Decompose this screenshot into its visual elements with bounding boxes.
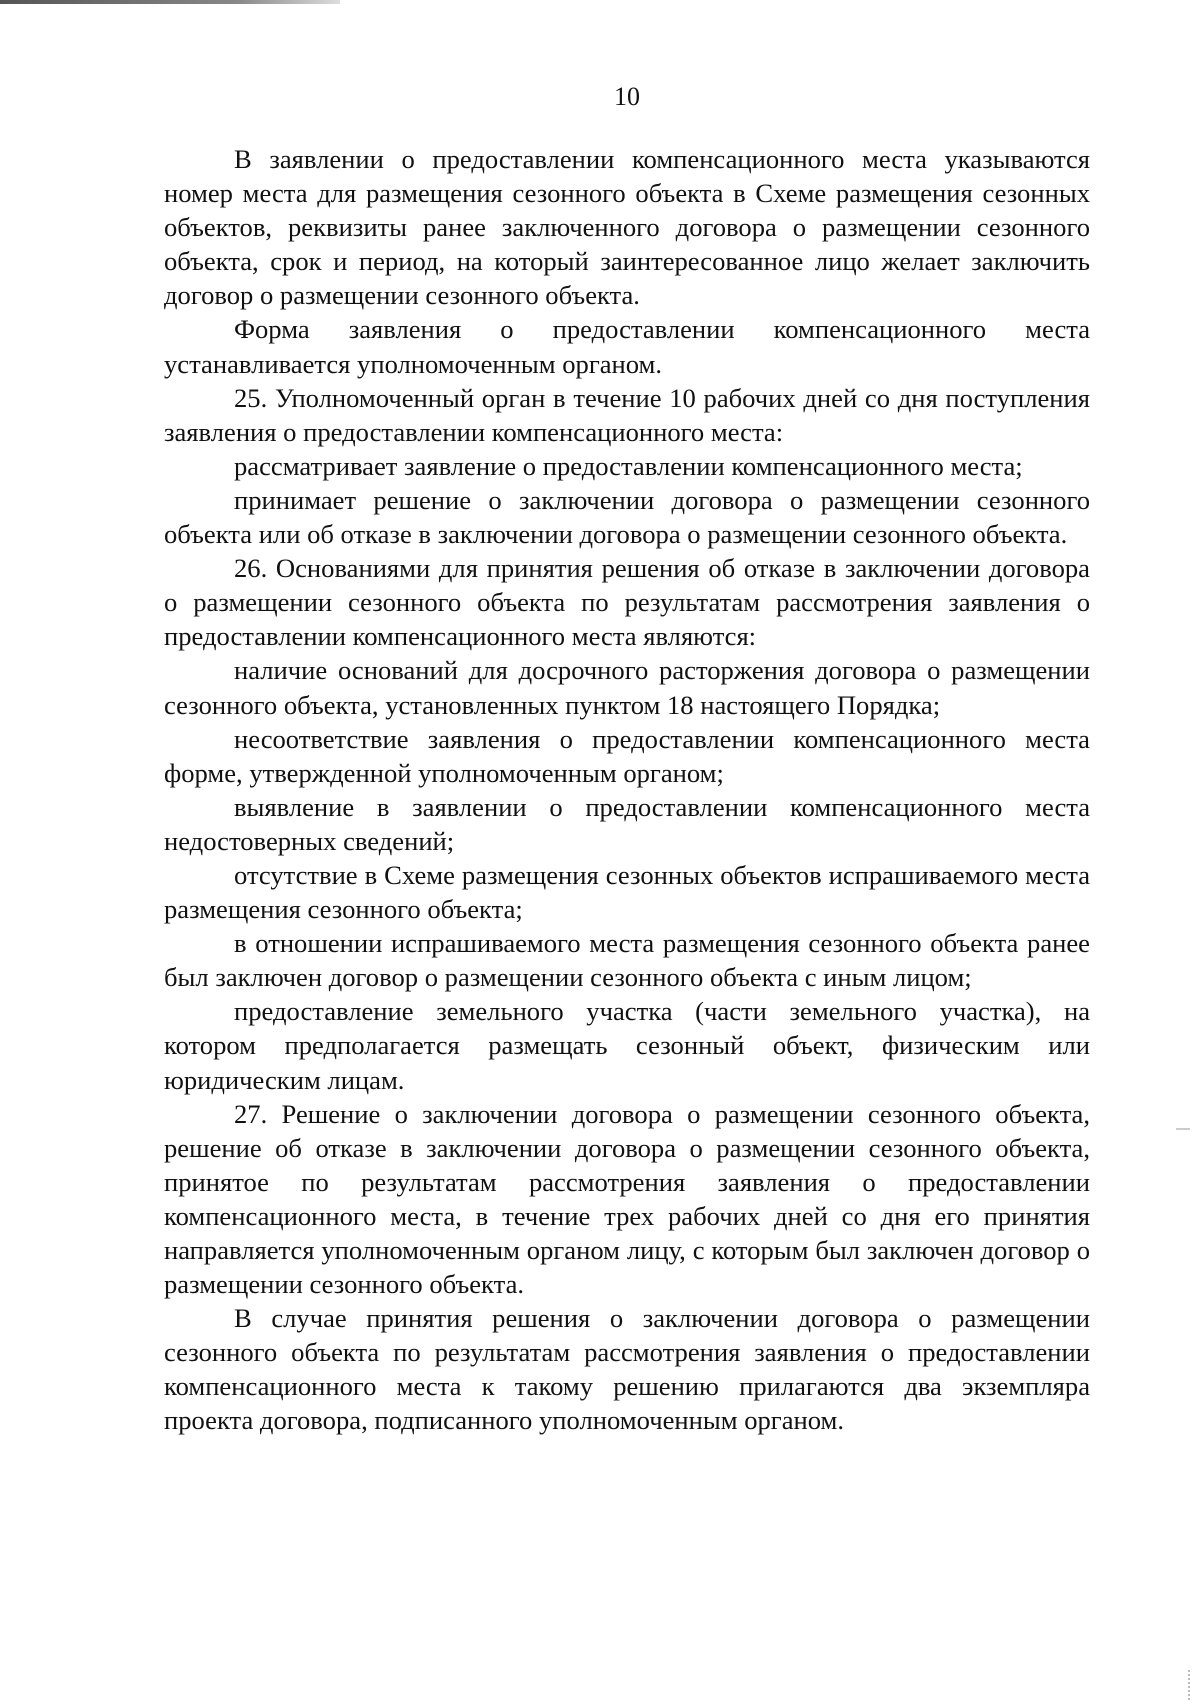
paragraph-item-26-ground-5: в отношении испрашиваемого места размещения сезонного объекта ранее был заключен договор о размещении сезонного объекта с иным лицом; [164, 928, 1090, 993]
scan-edge-line [0, 0, 340, 4]
document-page [164, 80, 1090, 1438]
scan-edge-mark [1176, 1128, 1190, 1130]
paragraph-item-27: 27. Решение о заключении договора о размещении сезонного объекта, решение об отказе в заключении договора о размещении сезонного объекта, принятое по результатам рассмотрения заявления о предоставлении компенсационного места, в течение трех рабочих дней со дня его принятия направляется уполномоченным органом лицу, с которым был заключен договор о размещении сезонного объекта. [164, 1098, 1090, 1300]
paragraph-item-25: 25. Уполномоченный орган в течение 10 рабочих дней со дня поступления заявления о предоставлении компенсационного места: [164, 382, 1090, 447]
scan-corner-mark [1172, 1670, 1190, 1700]
page-number: 10 [614, 82, 640, 111]
paragraph-item-26-ground-4: отсутствие в Схеме размещения сезонных объектов испрашиваемого места размещения сезонного объекта; [164, 859, 1090, 925]
paragraph-item-26-ground-6: предоставление земельного участка (части земельного участка), на котором предполагается размещать сезонный объект, физическим или юридическим лицам. [164, 996, 1090, 1095]
paragraph-item-26: 26. Основаниями для принятия решения об отказе в заключении договора о размещении сезонного объекта по результатам рассмотрения заявления о предоставлении компенсационного места являются: [164, 553, 1090, 652]
paragraph-item-26-ground-2: несоответствие заявления о предоставлении компенсационного места форме, утвержденной уполномоченным органом; [164, 723, 1090, 788]
paragraph-item-25-review: рассматривает заявление о предоставлении компенсационного места; [234, 450, 1023, 481]
paragraph-item-25-decision: принимает решение о заключении договора о размещении сезонного объекта или об отказе в заключении договора о размещении сезонного объекта. [164, 484, 1090, 550]
paragraph-item-26-ground-3: выявление в заявлении о предоставлении компенсационного места недостоверных сведений; [164, 791, 1090, 856]
paragraph-application-contents: В заявлении о предоставлении компенсационного места указываются номер места для размещения сезонного объекта в Схеме размещения сезонных объектов, реквизиты ранее заключенного договора о размещении сезонного объекта, срок и период, на который заинтересованное лицо желает заключить договор о размещении сезонного объекта. [164, 144, 1090, 311]
paragraph-item-26-ground-1: наличие оснований для досрочного расторжения договора о размещении сезонного объекта, установленных пунктом 18 настоящего Порядка; [164, 655, 1090, 720]
paragraph-application-form: Форма заявления о предоставлении компенсационного места устанавливается уполномоченным органом. [164, 314, 1090, 379]
paragraph-item-27-attachment: В случае принятия решения о заключении договора о размещении сезонного объекта по результатам рассмотрения заявления о предоставлении компенсационного места к такому решению прилагаются два экземпляра проекта договора, подписанного уполномоченным органом. [164, 1303, 1090, 1436]
